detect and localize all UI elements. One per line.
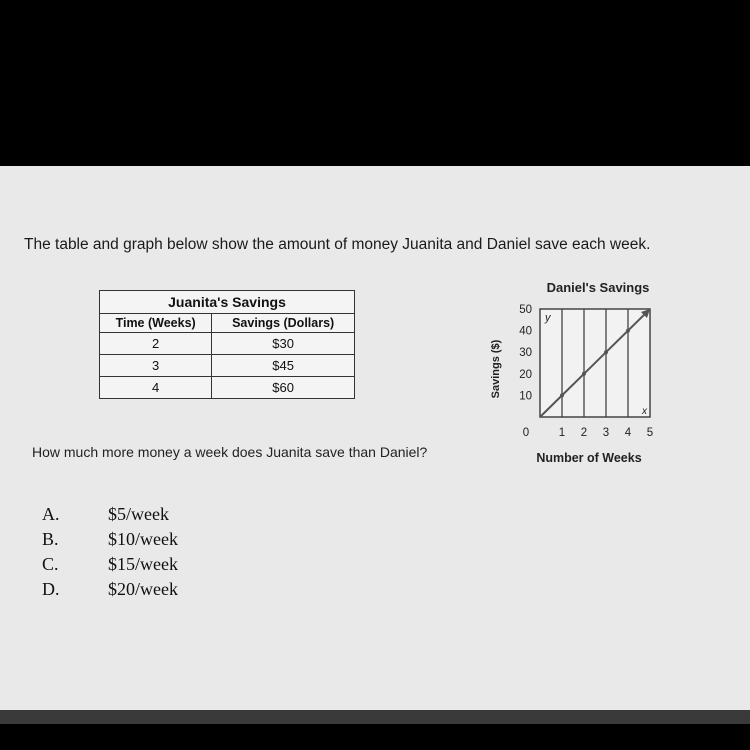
intro-text: The table and graph below show the amount of money Juanita and Daniel save each week. <box>24 236 651 253</box>
cell-weeks: 3 <box>100 355 212 377</box>
column-header-savings: Savings (Dollars) <box>212 314 355 333</box>
choice-text: $20/week <box>108 579 178 599</box>
cell-savings: $30 <box>212 333 355 355</box>
chart-title: Daniel's Savings <box>546 280 650 295</box>
choice-text: $5/week <box>108 504 169 524</box>
choice-letter: D. <box>42 579 60 599</box>
y-axis-label: Savings ($) <box>490 339 502 399</box>
choice-text: $15/week <box>108 554 178 574</box>
question-prompt: How much more money a week does Juanita save than Daniel? <box>32 444 428 460</box>
choice-letter: B. <box>42 529 59 549</box>
choice-letter: A. <box>42 504 60 524</box>
x-tick-label: 1 <box>558 427 566 439</box>
juanita-savings-table <box>99 290 355 399</box>
data-point <box>560 393 564 397</box>
x-axis-letter: x <box>642 406 647 417</box>
x-tick-label: 5 <box>646 427 654 439</box>
x-tick-label: 2 <box>580 427 588 439</box>
data-point <box>604 350 608 354</box>
origin-label: 0 <box>522 427 530 439</box>
x-axis-label: Number of Weeks <box>536 451 642 465</box>
table-row <box>100 355 355 377</box>
daniel-savings-chart <box>480 276 680 476</box>
x-tick-label: 4 <box>624 427 632 439</box>
y-tick-label: 20 <box>519 368 532 381</box>
y-tick-label: 30 <box>519 347 532 360</box>
y-tick-label: 50 <box>519 304 532 316</box>
bottom-bezel <box>0 710 750 724</box>
y-axis-letter: y <box>545 312 551 324</box>
cell-weeks: 2 <box>100 333 212 355</box>
data-point <box>582 372 586 376</box>
column-header-weeks: Time (Weeks) <box>100 314 212 333</box>
y-tick-label: 40 <box>519 325 532 338</box>
table-row <box>100 333 355 355</box>
cell-savings: $45 <box>212 355 355 377</box>
data-point <box>626 329 630 333</box>
x-tick-label: 3 <box>602 427 610 439</box>
choice-text: $10/week <box>108 529 178 549</box>
cell-savings: $60 <box>212 377 355 399</box>
choice-letter: C. <box>42 554 59 574</box>
y-tick-label: 10 <box>519 390 532 403</box>
table-row <box>100 377 355 399</box>
table-title: Juanita's Savings <box>100 291 355 314</box>
cell-weeks: 4 <box>100 377 212 399</box>
